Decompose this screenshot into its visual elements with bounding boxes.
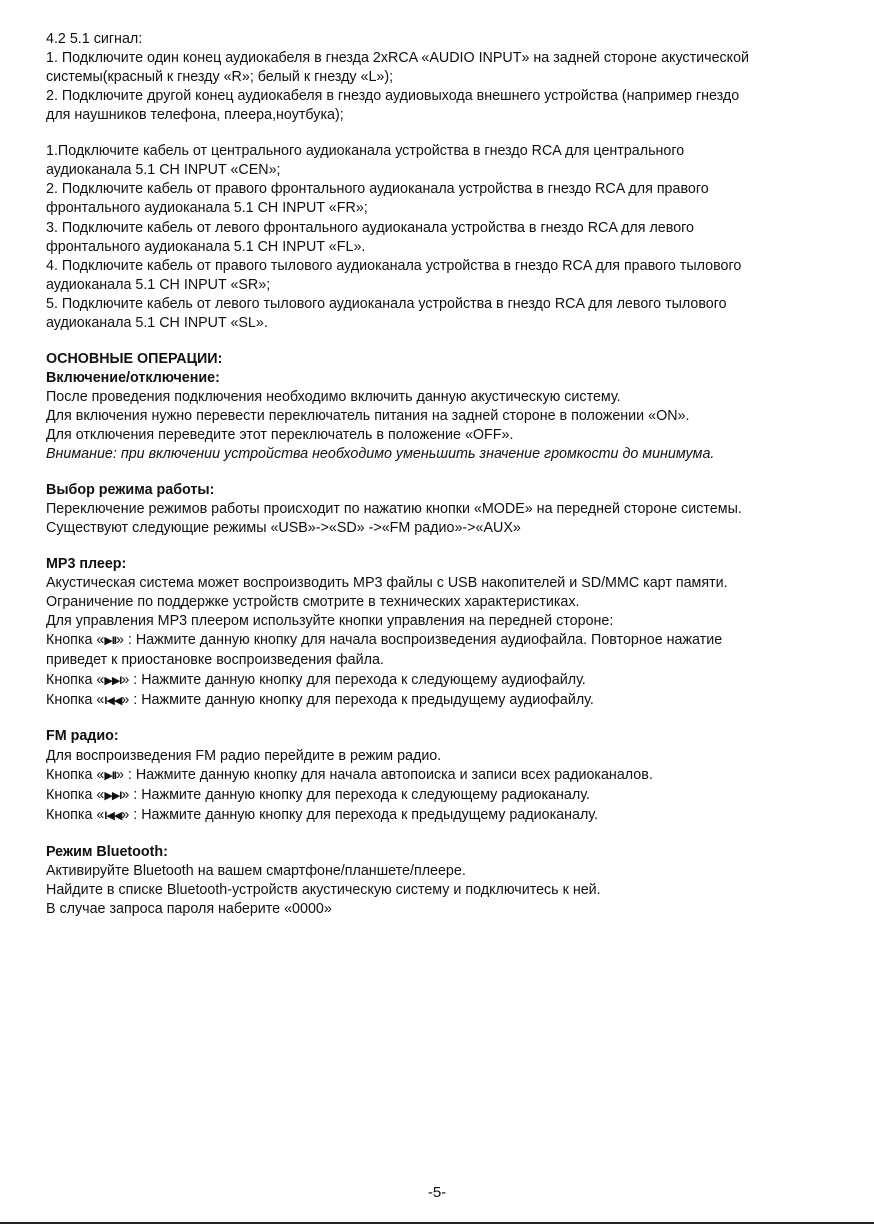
text-line: 4. Подключите кабель от правого тылового аудиоканала устройства в гнездо RCA для правого тылового <box>46 257 742 274</box>
text-line: фронтального аудиоканала 5.1 CH INPUT «FL». <box>46 238 366 255</box>
next-track-icon: ▶▶I <box>104 674 122 687</box>
text-line: Найдите в списке Bluetooth-устройств акустическую систему и подключитесь к ней. <box>46 881 601 898</box>
button-description-line <box>46 671 846 691</box>
play-pause-icon: ▶II <box>104 769 116 782</box>
next-track-icon: ▶▶I <box>104 789 122 802</box>
text-fragment: Кнопка « <box>46 632 105 649</box>
button-description-line <box>46 766 846 786</box>
text-line: фронтального аудиоканала 5.1 CH INPUT «FR»; <box>46 200 368 217</box>
text-line: Ограничение по поддержке устройств смотрите в технических характеристиках. <box>46 594 580 611</box>
text-fragment: » : Нажмите данную кнопку для начала автопоиска и записи всех радиоканалов. <box>115 766 653 783</box>
bottom-divider <box>0 1222 874 1224</box>
text-fragment: » : Нажмите данную кнопку для перехода к следующему радиоканалу. <box>121 786 590 803</box>
text-line: для наушников телефона, плеера,ноутбука); <box>46 107 344 124</box>
section-51-signal <box>46 30 846 125</box>
channel-connections <box>46 142 846 333</box>
text-fragment: » : Нажмите данную кнопку для перехода к предыдущему аудиофайлу. <box>121 691 594 708</box>
previous-track-icon: I◀◀ <box>104 809 122 822</box>
text-fragment: Кнопка « <box>46 786 105 803</box>
fm-radio-section <box>46 727 846 825</box>
text-line: 1. Подключите один конец аудиокабеля в гнезда 2xRCA «AUDIO INPUT» на задней стороне акустической <box>46 50 750 67</box>
text-line: 5. Подключите кабель от левого тылового аудиоканала устройства в гнездо RCA для левого тылового <box>46 295 727 312</box>
text-line: аудиоканала 5.1 CH INPUT «SL». <box>46 315 268 331</box>
mp3-section <box>46 555 846 711</box>
text-line: Для воспроизведения FM радио перейдите в режим радио. <box>46 747 442 764</box>
basic-operations-section <box>46 350 846 465</box>
mode-section <box>46 481 846 538</box>
text-fragment: » : Нажмите данную кнопку для перехода к следующему аудиофайлу. <box>121 671 586 688</box>
text-fragment: » : Нажмите данную кнопку для перехода к предыдущему радиоканалу. <box>121 806 598 823</box>
text-line: Существуют следующие режимы «USB»->«SD» ->«FM радио»->«AUX» <box>46 520 521 537</box>
text-fragment: » : Нажмите данную кнопку для начала воспроизведения аудиофайла. Повторное нажатие <box>115 632 723 649</box>
section-51-title: 4.2 5.1 сигнал: <box>46 31 143 47</box>
text-line: Для отключения переведите этот переключатель в положение «OFF». <box>46 427 514 444</box>
button-description-line <box>46 631 846 651</box>
section-heading: ОСНОВНЫЕ ОПЕРАЦИИ: <box>46 350 223 367</box>
text-line: Для включения нужно перевести переключатель питания на задней стороне в положении «ON». <box>46 408 690 425</box>
text-line: 3. Подключите кабель от левого фронтального аудиоканала устройства в гнездо RCA для левого <box>46 219 694 236</box>
text-line: Для управления MP3 плеером используйте кнопки управления на передней стороне: <box>46 613 614 630</box>
text-line: 1.Подключите кабель от центрального аудиоканала устройства в гнездо RCA для центрального <box>46 143 685 160</box>
previous-track-icon: I◀◀ <box>104 694 122 707</box>
text-line: системы(красный к гнезду «R»; белый к гнезду «L»); <box>46 69 394 86</box>
button-description-line <box>46 691 846 711</box>
text-line: В случае запроса пароля наберите «0000» <box>46 900 332 917</box>
text-fragment: Кнопка « <box>46 806 105 823</box>
play-pause-icon: ▶II <box>104 635 116 648</box>
text-line: 2. Подключите другой конец аудиокабеля в гнездо аудиовыхода внешнего устройства (например гнездо <box>46 88 740 105</box>
section-heading: MP3 плеер: <box>46 556 127 572</box>
text-fragment: Кнопка « <box>46 766 105 783</box>
document-page <box>46 30 846 919</box>
text-line: 2. Подключите кабель от правого фронтального аудиоканала устройства в гнездо RCA для правого <box>46 181 709 198</box>
text-line: Переключение режимов работы происходит по нажатию кнопки «MODE» на передней стороне системы. <box>46 501 742 518</box>
text-line: После проведения подключения необходимо включить данную акустическую систему. <box>46 388 621 405</box>
button-description-line <box>46 806 846 826</box>
text-line: аудиоканала 5.1 CH INPUT «SR»; <box>46 276 271 293</box>
text-line: Акустическая система может воспроизводить MP3 файлы с USB накопителей и SD/MMC карт памяти. <box>46 575 728 592</box>
section-heading: FM радио: <box>46 728 119 745</box>
section-heading: Режим Bluetooth: <box>46 843 168 860</box>
section-heading: Выбор режима работы: <box>46 482 215 499</box>
button-description-line <box>46 786 846 806</box>
bluetooth-section <box>46 843 846 919</box>
text-line: аудиоканала 5.1 CH INPUT «CEN»; <box>46 162 281 179</box>
text-line: Активируйте Bluetooth на вашем смартфоне/планшете/плеере. <box>46 862 466 879</box>
warning-note: Внимание: при включении устройства необходимо уменьшить значение громкости до минимума. <box>46 446 715 463</box>
subsection-heading: Включение/отключение: <box>46 369 220 386</box>
text-fragment: Кнопка « <box>46 671 105 688</box>
text-fragment: Кнопка « <box>46 691 105 708</box>
text-line: приведет к приостановке воспроизведения файла. <box>46 652 384 669</box>
page-number: -5- <box>427 1184 447 1201</box>
